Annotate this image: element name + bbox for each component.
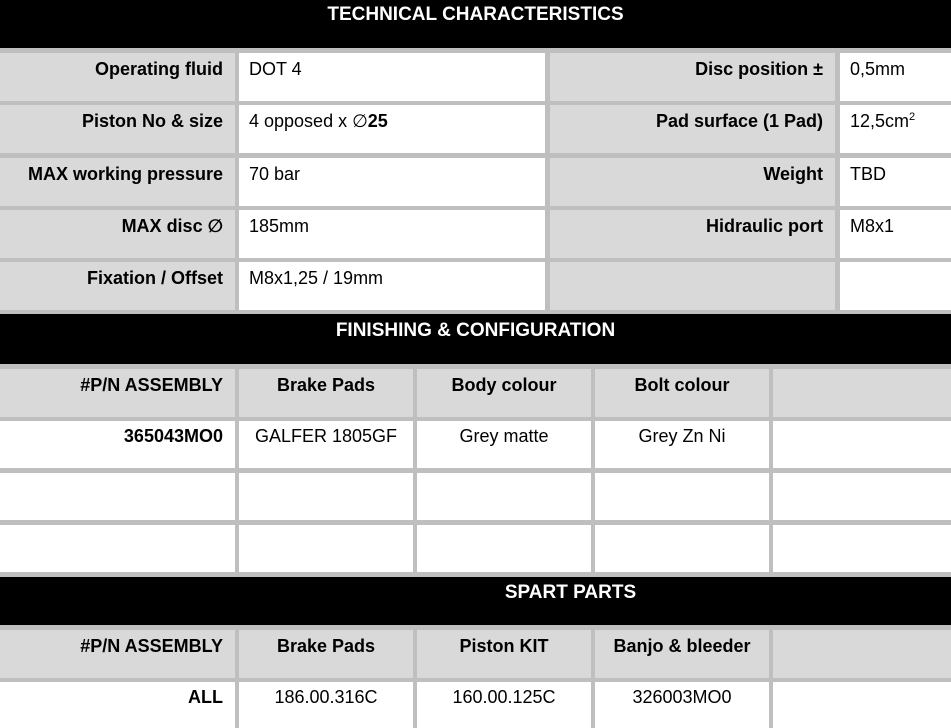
spare-header-empty [773, 630, 951, 678]
weight-label: Weight [550, 158, 835, 206]
finishing-bolt-colour-value: Grey Zn Ni [595, 421, 769, 468]
spare-header-brake-pads: Brake Pads [239, 630, 413, 678]
fixation-value: M8x1,25 / 19mm [239, 262, 545, 310]
empty-label-cell [550, 262, 835, 310]
finishing-empty-cell [595, 525, 769, 572]
finishing-header-pn: #P/N ASSEMBLY [0, 369, 235, 417]
max-disc-label: MAX disc ∅ [0, 210, 235, 258]
finishing-empty-cell [417, 473, 591, 520]
hydraulic-port-label: Hidraulic port [550, 210, 835, 258]
spare-pn-value: ALL [0, 682, 235, 728]
disc-position-value: 0,5mm [840, 53, 951, 101]
technical-section-header: TECHNICAL CHARACTERISTICS [0, 0, 951, 48]
finishing-empty-cell [417, 525, 591, 572]
max-pressure-value: 70 bar [239, 158, 545, 206]
finishing-empty-cell [773, 473, 951, 520]
finishing-empty-value [773, 421, 951, 468]
spare-header-banjo-bleeder: Banjo & bleeder [595, 630, 769, 678]
spare-parts-section-header: SPART PARTS [0, 577, 951, 625]
pad-surface-number: 12,5cm [850, 111, 910, 131]
piston-value-prefix: 4 opposed x ∅ [249, 111, 368, 131]
fixation-label: Fixation / Offset [0, 262, 235, 310]
piston-value-size: 25 [367, 111, 388, 131]
finishing-header-empty [773, 369, 951, 417]
spare-empty-value [773, 682, 951, 728]
finishing-empty-cell [595, 473, 769, 520]
piston-label: Piston No & size [0, 105, 235, 153]
finishing-empty-cell [239, 525, 413, 572]
finishing-header-bolt-colour: Bolt colour [595, 369, 769, 417]
max-disc-value: 185mm [239, 210, 545, 258]
empty-value-cell [840, 262, 951, 310]
finishing-header-brake-pads: Brake Pads [239, 369, 413, 417]
disc-position-label: Disc position ± [550, 53, 835, 101]
spare-header-piston-kit: Piston KIT [417, 630, 591, 678]
finishing-empty-cell [773, 525, 951, 572]
spare-banjo-bleeder-value: 326003MO0 [595, 682, 769, 728]
finishing-empty-cell [239, 473, 413, 520]
finishing-pn-value: 365043MO0 [0, 421, 235, 468]
piston-value [239, 105, 545, 153]
finishing-header-body-colour: Body colour [417, 369, 591, 417]
spare-piston-kit-value: 160.00.125C [417, 682, 591, 728]
pad-surface-exponent: 2 [909, 111, 916, 123]
pad-surface-label: Pad surface (1 Pad) [550, 105, 835, 153]
finishing-body-colour-value: Grey matte [417, 421, 591, 468]
finishing-section-header: FINISHING & CONFIGURATION [0, 314, 951, 364]
max-pressure-label: MAX working pressure [0, 158, 235, 206]
operating-fluid-label: Operating fluid [0, 53, 235, 101]
finishing-empty-cell [0, 525, 235, 572]
finishing-brake-pads-value: GALFER 1805GF [239, 421, 413, 468]
spare-brake-pads-value: 186.00.316C [239, 682, 413, 728]
weight-value: TBD [840, 158, 951, 206]
hydraulic-port-value: M8x1 [840, 210, 951, 258]
pad-surface-value [840, 105, 951, 153]
operating-fluid-value: DOT 4 [239, 53, 545, 101]
spare-header-pn: #P/N ASSEMBLY [0, 630, 235, 678]
finishing-empty-cell [0, 473, 235, 520]
